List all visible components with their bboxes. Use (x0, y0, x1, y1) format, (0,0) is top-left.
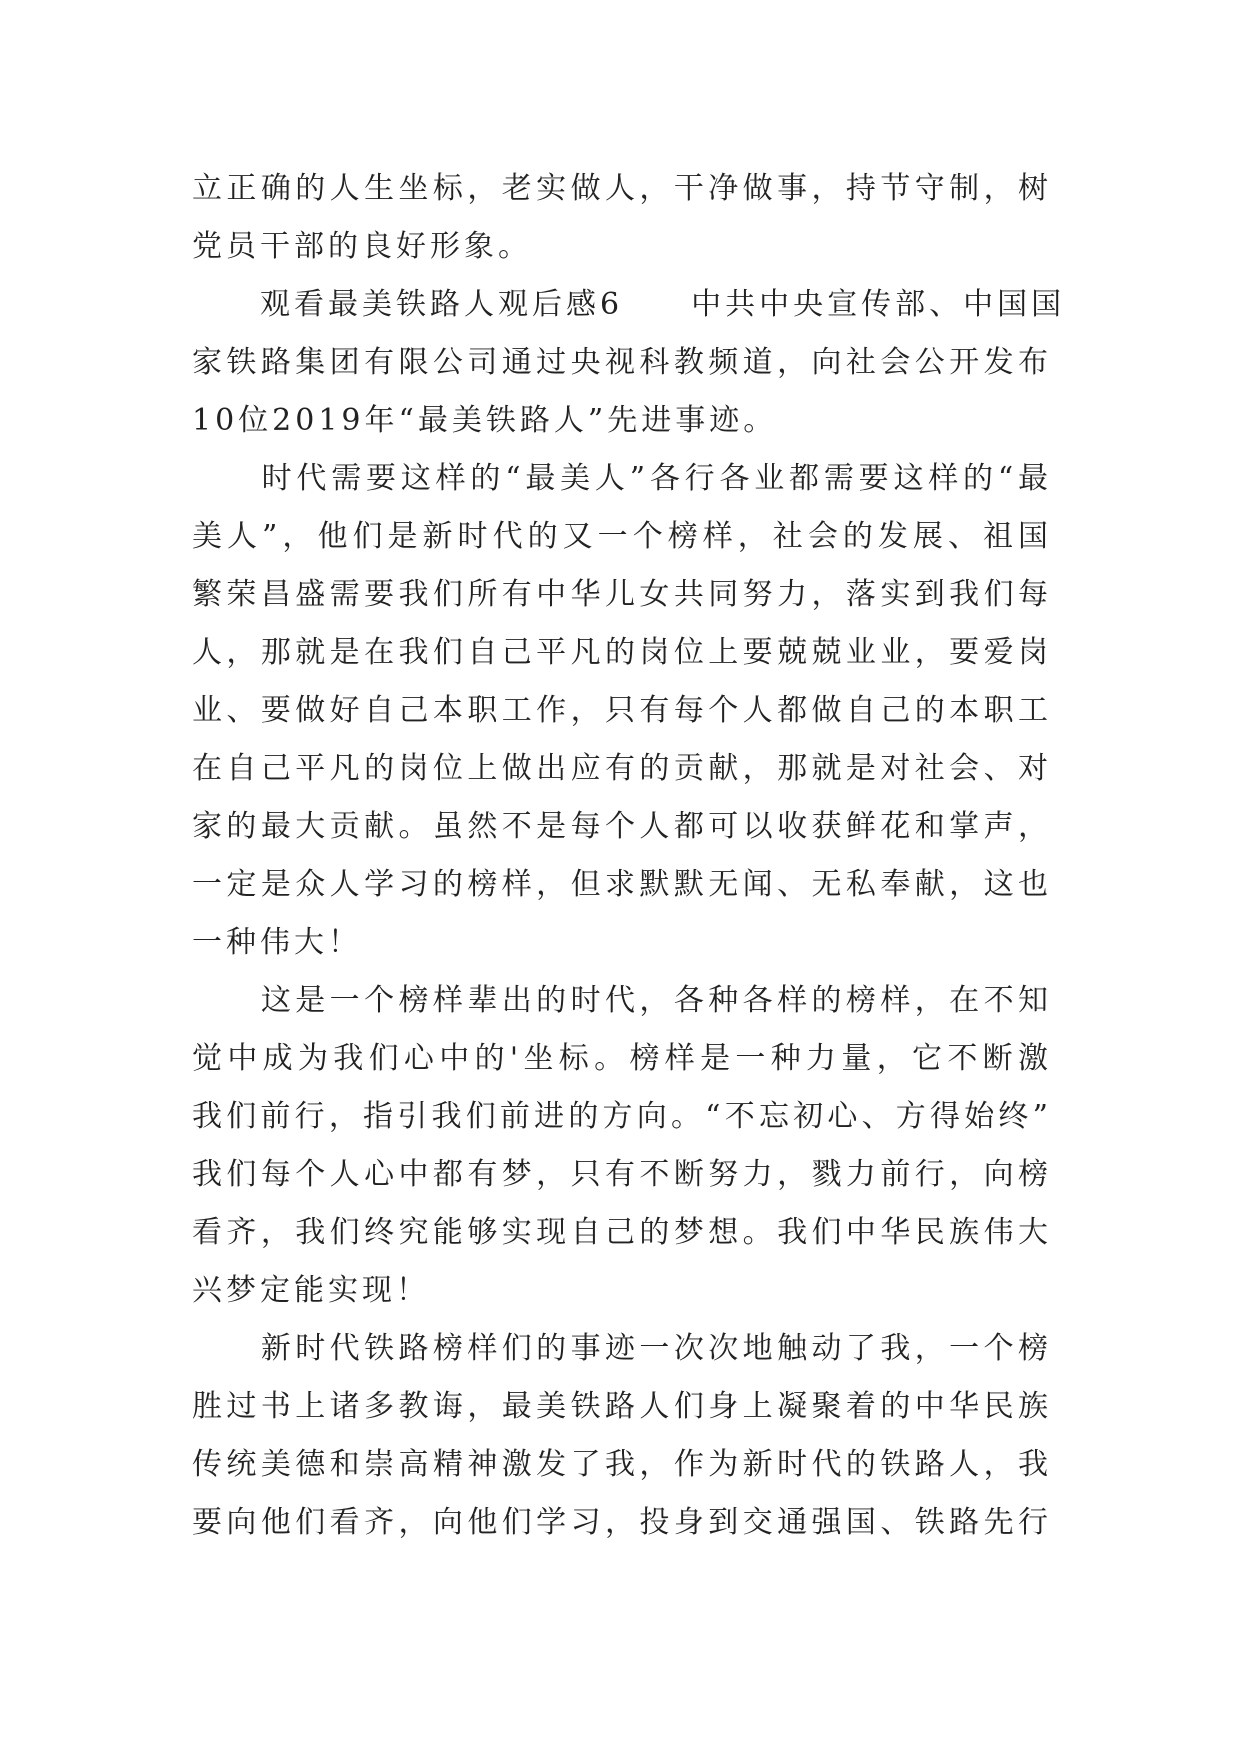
text-line: 一种伟大！ (192, 925, 362, 960)
text-line: 要向他们看齐，向他们学习，投身到交通强国、铁路先行 (192, 1505, 1052, 1540)
text-line: 观看最美铁路人观后感6 中共中央宣传部、中国国 (192, 287, 1066, 322)
text-line: 在自己平凡的岗位上做出应有的贡献，那就是对社会、对 (192, 751, 1052, 786)
text-line: 美人”，他们是新时代的又一个榜样，社会的发展、祖国 (192, 519, 1052, 554)
text-line: 胜过书上诸多教诲，最美铁路人们身上凝聚着的中华民族 (192, 1389, 1052, 1424)
text-line: 一定是众人学习的榜样，但求默默无闻、无私奉献，这也 (192, 867, 1052, 902)
text-line: 人，那就是在我们自己平凡的岗位上要兢兢业业，要爱岗 (192, 635, 1052, 670)
text-line: 党员干部的良好形象。 (192, 229, 532, 264)
text-line: 家铁路集团有限公司通过央视科教频道，向社会公开发布 (192, 345, 1052, 380)
paragraph-1 (192, 160, 1052, 276)
text-line: 我们前行，指引我们前进的方向。“不忘初心、方得始终” (192, 1099, 1052, 1134)
text-line: 新时代铁路榜样们的事迹一次次地触动了我，一个榜 (260, 1331, 1052, 1366)
text-line: 业、要做好自己本职工作，只有每个人都做自己的本职工 (192, 693, 1052, 728)
document-body (192, 160, 1066, 1552)
text-line: 立正确的人生坐标，老实做人，干净做事，持节守制，树 (192, 171, 1052, 206)
paragraph-4 (192, 972, 1052, 1320)
text-line: 时代需要这样的“最美人”各行各业都需要这样的“最 (192, 461, 1052, 496)
text-line: 繁荣昌盛需要我们所有中华儿女共同努力，落实到我们每 (192, 577, 1052, 612)
text-line: 这是一个榜样辈出的时代，各种各样的榜样，在不知 (260, 983, 1052, 1018)
text-line: 传统美德和崇高精神激发了我，作为新时代的铁路人，我 (192, 1447, 1052, 1482)
text-line: 家的最大贡献。虽然不是每个人都可以收获鲜花和掌声， (192, 809, 1052, 844)
paragraph-2 (192, 276, 1066, 450)
text-line: 兴梦定能实现！ (192, 1273, 430, 1308)
text-line: 看齐，我们终究能够实现自己的梦想。我们中华民族伟大 (192, 1215, 1052, 1250)
paragraph-5 (192, 1320, 1052, 1552)
paragraph-3 (192, 450, 1052, 972)
text-line: 10位2019年“最美铁路人”先进事迹。 (192, 403, 778, 438)
text-line: 我们每个人心中都有梦，只有不断努力，戮力前行，向榜 (192, 1157, 1052, 1192)
text-line: 觉中成为我们心中的'坐标。榜样是一种力量，它不断激 (192, 1041, 1052, 1076)
